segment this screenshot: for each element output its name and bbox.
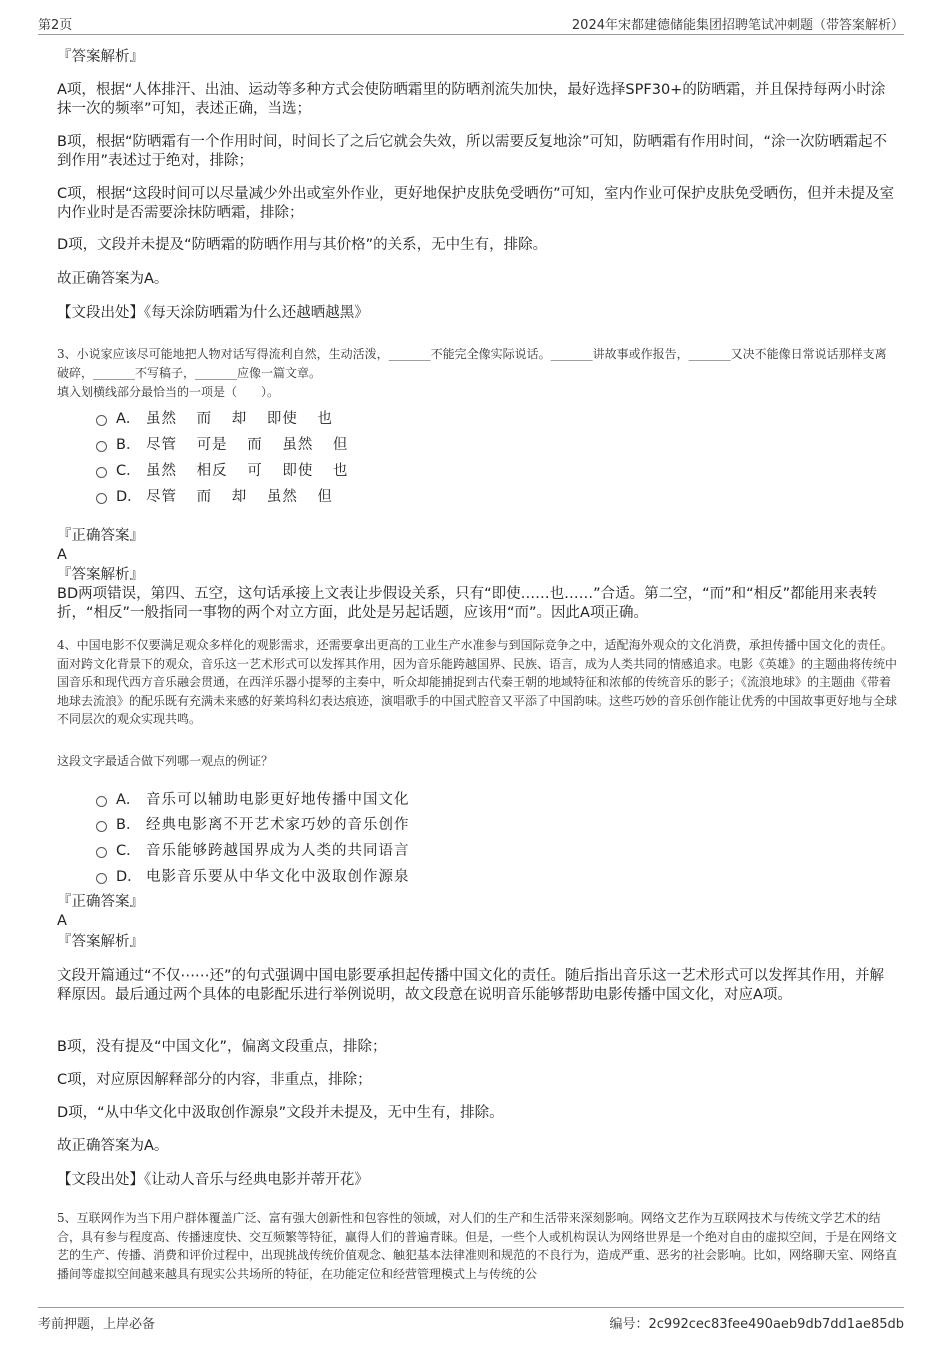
q4-option-b[interactable] <box>96 813 410 834</box>
page-footer <box>38 1307 904 1330</box>
q2-analysis-c: C项，根据“这段时间可以尽量减少外出或室外作业，更好地保护皮肤免受晒伤”可知，室内作业可保护皮肤免受晒伤，但并未提及室内作业时是否需要涂抹防晒霜，排除； <box>57 186 895 221</box>
option-label: B． <box>116 437 141 453</box>
q4-analysis-d: D项，“从中华文化中汲取创作源泉”文段并未提及，无中生有，排除。 <box>57 1105 504 1121</box>
q4-option-d[interactable] <box>96 865 410 886</box>
radio-icon[interactable] <box>96 467 107 478</box>
document-title: 2024年宋都建德储能集团招聘笔试冲刺题（带答案解析） <box>571 18 904 33</box>
q2-analysis-d: D项，文段并未提及“防晒霜的防晒作用与其价格”的关系，无中生有，排除。 <box>57 237 548 253</box>
radio-icon[interactable] <box>96 441 107 452</box>
q2-analysis-title: 『答案解析』 <box>57 49 144 65</box>
q3-answer: A <box>57 547 67 563</box>
q3-option-a[interactable] <box>96 407 333 428</box>
option-text: 电影音乐要从中华文化中汲取创作源泉 <box>146 869 410 885</box>
radio-icon[interactable] <box>96 493 107 504</box>
q4-prompt: 这段文字最适合做下列哪一观点的例证？ <box>57 754 274 768</box>
q3-stem: 3、小说家应该尽可能地把人物对话写得流利自然，生动活泼，_______不能完全像实际说话。_______讲故事或作报告，_______又决不能像日常说话那样支离破碎，_______不写稿子，_______应像一篇文章。 <box>57 347 887 380</box>
q2-conclusion: 故正确答案为A。 <box>57 271 169 287</box>
option-text: 音乐可以辅助电影更好地传播中国文化 <box>146 792 410 808</box>
q3-option-d[interactable] <box>96 485 333 506</box>
q4-stem: 4、中国电影不仅要满足观众多样化的观影需求，还需要拿出更高的工业生产水准参与到国际竞争之中，适配海外观众的文化消费，承担传播中国文化的责任。面对跨文化背景下的观众，音乐这一艺术形式可以发挥其作用，因为音乐能跨越国界、民族、语言，成为人类共同的情感追求。电影《英雄》的主题曲将传统中国音乐和现代西方音乐融会贯通，在西洋乐器小提琴的主奏中，听众却能捕捉到古代秦王朝的地域特征和浓郁的传统音乐的影子；《流浪地球》的主题曲《带着地球去流浪》的配乐既有充满未来感的好莱坞科幻表达痕迹，演唱歌手的中国式腔音又平添了中国韵味。这些巧妙的音乐创作能让优秀的中国故事更好地与全球不同层次的观众实现共鸣。 <box>57 638 898 726</box>
option-label: B． <box>116 817 141 833</box>
q4-analysis-b: B项，没有提及“中国文化”，偏离文段重点，排除； <box>57 1039 387 1055</box>
radio-icon[interactable] <box>96 796 107 807</box>
option-text: 虽然 相反 可 即使 也 <box>146 463 349 479</box>
q3-option-c[interactable] <box>96 459 348 480</box>
document-id: 编号：2c992cec83fee490aeb9db7dd1ae85db <box>609 1317 904 1332</box>
page-header <box>38 12 904 35</box>
q4-analysis-c: C项，对应原因解释部分的内容，非重点，排除； <box>57 1072 372 1088</box>
option-text: 虽然 而 却 即使 也 <box>146 411 333 427</box>
q3-prompt: 填入划横线部分最恰当的一项是（ ）。 <box>57 385 280 399</box>
option-label: C． <box>116 463 141 479</box>
q4-conclusion: 故正确答案为A。 <box>57 1138 169 1154</box>
option-text: 经典电影离不开艺术家巧妙的音乐创作 <box>146 817 410 833</box>
q4-analysis-main: 文段开篇通过“不仅⋯⋯还”的句式强调中国电影要承担起传播中国文化的责任。随后指出音乐这一艺术形式可以发挥其作用，并解释原因。最后通过两个具体的电影配乐进行举例说明，故文段意在说明音乐能够帮助电影传播中国文化，对应A项。 <box>57 968 885 1003</box>
option-label: C． <box>116 843 141 859</box>
q3-analysis: BD两项错误，第四、五空，这句话承接上文表让步假设关系，只有“即使……也……”合适。第二空，“而”和“相反”都能用来表转折，“相反”一般指同一事物的两个对立方面，此处是另起话题，应该用“而”。因此A项正确。 <box>57 586 878 621</box>
page-number: 第2页 <box>38 18 73 33</box>
q2-analysis-a: A项，根据“人体排汗、出油、运动等多种方式会使防晒霜里的防晒剂流失加快，最好选择SPF30+的防晒霜，并且保持每两小时涂抹一次的频率”可知，表述正确，当选； <box>57 82 886 117</box>
radio-icon[interactable] <box>96 873 107 884</box>
q4-option-c[interactable] <box>96 839 410 860</box>
option-text: 音乐能够跨越国界成为人类的共同语言 <box>146 843 410 859</box>
q5-stem: 5、互联网作为当下用户群体覆盖广泛、富有强大创新性和包容性的领域，对人们的生产和生活带来深刻影响。网络文艺作为互联网技术与传统文学艺术的结合，具有参与程度高、传播速度快、交互频繁等特征，赢得人们的普遍青睐。但是，一些个人或机构误认为网络世界是一个绝对自由的虚拟空间，于是在网络文艺的生产、传播、消费和评价过程中，出现挑战传统价值观念、触犯基本法律准则和规范的不良行为，造成严重、恶劣的社会影响。比如，网络聊天室、网络直播间等虚拟空间越来越具有现实公共场所的特征，在功能定位和经营管理模式上与传统的公 <box>57 1211 898 1281</box>
q3-analysis-title: 『答案解析』 <box>57 567 144 583</box>
q4-analysis-title: 『答案解析』 <box>57 934 144 950</box>
q4-source: 【文段出处】《让动人音乐与经典电影并蒂开花》 <box>57 1172 369 1188</box>
radio-icon[interactable] <box>96 847 107 858</box>
option-text: 尽管 而 却 虽然 但 <box>146 489 333 505</box>
q3-answer-title: 『正确答案』 <box>57 528 144 544</box>
q4-answer: A <box>57 913 67 929</box>
option-text: 尽管 可是 而 虽然 但 <box>146 437 349 453</box>
option-label: D． <box>116 489 142 505</box>
option-label: A． <box>116 792 141 808</box>
q4-answer-title: 『正确答案』 <box>57 894 144 910</box>
q4-option-a[interactable] <box>96 788 410 809</box>
radio-icon[interactable] <box>96 821 107 832</box>
q2-source: 【文段出处】《每天涂防晒霜为什么还越晒越黑》 <box>57 305 369 321</box>
footer-slogan: 考前押题，上岸必备 <box>38 1317 156 1332</box>
q3-option-b[interactable] <box>96 433 348 454</box>
radio-icon[interactable] <box>96 415 107 426</box>
option-label: D． <box>116 869 142 885</box>
option-label: A． <box>116 411 141 427</box>
q2-analysis-b: B项，根据“防晒霜有一个作用时间，时间长了之后它就会失效，所以需要反复地涂”可知，防晒霜有作用时间，“涂一次防晒霜起不到作用”表述过于绝对，排除； <box>57 134 887 169</box>
